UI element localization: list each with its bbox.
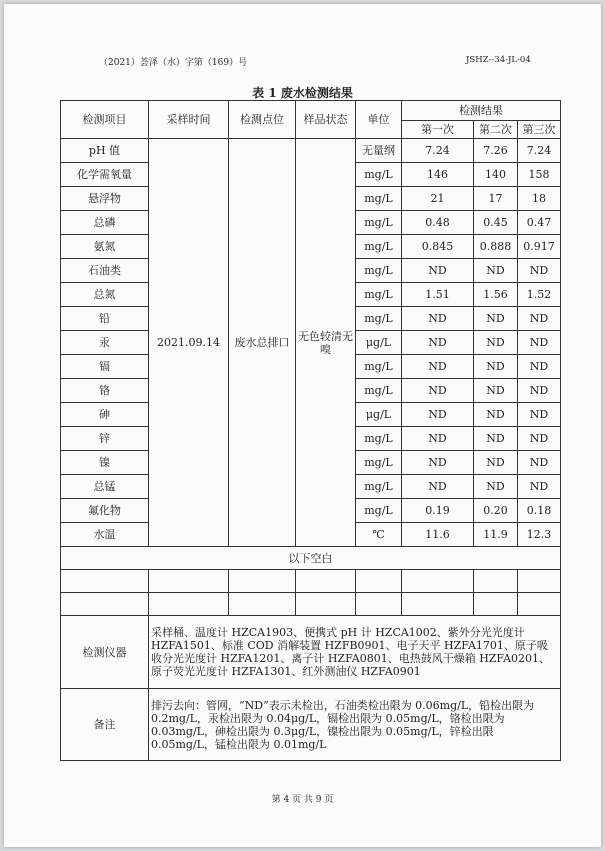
form-number: JSHZ--34-JL-04 [466, 55, 531, 65]
table-row [61, 139, 561, 163]
cell-sampling-location: 废水总排口 [229, 139, 296, 547]
empty-cell [61, 570, 149, 593]
cell-result-1: ND [402, 259, 474, 283]
cell-result-2: 7.26 [474, 139, 518, 163]
header-unit: 单位 [356, 101, 402, 139]
blank-note: 以下空白 [61, 547, 561, 570]
cell-item: 石油类 [61, 259, 149, 283]
cell-result-2: ND [474, 475, 518, 499]
cell-item: pH 值 [61, 139, 149, 163]
cell-result-1: 1.51 [402, 283, 474, 307]
cell-item: 化学需氧量 [61, 163, 149, 187]
cell-unit: mg/L [356, 355, 402, 379]
cell-result-1: 0.19 [402, 499, 474, 523]
cell-unit: mg/L [356, 235, 402, 259]
cell-result-1: ND [402, 331, 474, 355]
cell-item: 总磷 [61, 211, 149, 235]
cell-result-3: ND [518, 427, 561, 451]
cell-result-3: ND [518, 403, 561, 427]
cell-result-1: 7.24 [402, 139, 474, 163]
cell-item: 氨氮 [61, 235, 149, 259]
cell-result-2: ND [474, 355, 518, 379]
cell-sample-state: 无色较清无嗅 [296, 139, 356, 547]
cell-item: 总氮 [61, 283, 149, 307]
cell-result-2: 0.45 [474, 211, 518, 235]
cell-result-2: ND [474, 403, 518, 427]
cell-unit: mg/L [356, 475, 402, 499]
instruments-text: 采样桶、温度计 HZCA1903、便携式 pH 计 HZCA1002、紫外分光光度计 HZFA1501、标准 COD 消解装置 HZFB0901、电子天平 HZFA1701、原子吸收分光光度计 HZFA1201、离子计 HZFA0801、电热鼓风干燥箱 HZFA0201、原子荧光光度计 HZFA1301、红外测油仪 HZFA0901 [149, 616, 561, 689]
cell-item: 水温 [61, 523, 149, 547]
empty-cell [474, 593, 518, 616]
cell-unit: mg/L [356, 451, 402, 475]
empty-cell [149, 570, 229, 593]
cell-result-1: 0.845 [402, 235, 474, 259]
cell-item: 铬 [61, 379, 149, 403]
cell-unit: ℃ [356, 523, 402, 547]
cell-item: 镍 [61, 451, 149, 475]
cell-unit: 无量纲 [356, 139, 402, 163]
results-table [60, 100, 561, 761]
cell-result-1: ND [402, 355, 474, 379]
empty-cell [229, 593, 296, 616]
cell-item: 锌 [61, 427, 149, 451]
instruments-label: 检测仪器 [61, 616, 149, 689]
cell-item: 悬浮物 [61, 187, 149, 211]
cell-unit: mg/L [356, 163, 402, 187]
cell-result-2: ND [474, 451, 518, 475]
cell-result-2: ND [474, 331, 518, 355]
cell-unit: μg/L [356, 403, 402, 427]
cell-result-2: ND [474, 307, 518, 331]
cell-result-2: 1.56 [474, 283, 518, 307]
cell-result-1: 21 [402, 187, 474, 211]
cell-unit: mg/L [356, 307, 402, 331]
cell-unit: mg/L [356, 379, 402, 403]
empty-cell [296, 593, 356, 616]
document-page [4, 4, 601, 847]
cell-result-3: 0.18 [518, 499, 561, 523]
empty-row [61, 593, 561, 616]
empty-row [61, 570, 561, 593]
cell-result-3: 1.52 [518, 283, 561, 307]
header-third: 第三次 [518, 121, 561, 139]
cell-unit: mg/L [356, 187, 402, 211]
cell-result-3: 18 [518, 187, 561, 211]
cell-result-1: 11.6 [402, 523, 474, 547]
cell-result-2: 0.888 [474, 235, 518, 259]
header-state: 样品状态 [296, 101, 356, 139]
cell-unit: mg/L [356, 427, 402, 451]
cell-result-2: ND [474, 259, 518, 283]
cell-result-1: 146 [402, 163, 474, 187]
cell-result-3: 158 [518, 163, 561, 187]
cell-item: 总锰 [61, 475, 149, 499]
page-footer: 第 4 页 共 9 页 [271, 795, 334, 805]
empty-cell [296, 570, 356, 593]
cell-result-3: ND [518, 307, 561, 331]
cell-result-3: ND [518, 475, 561, 499]
header-results: 检测结果 [402, 101, 561, 121]
cell-result-2: 0.20 [474, 499, 518, 523]
empty-cell [518, 593, 561, 616]
cell-result-2: 17 [474, 187, 518, 211]
header-time: 采样时间 [149, 101, 229, 139]
remarks-text: 排污去向：管网，“ND”表示未检出，石油类检出限为 0.06mg/L，铅检出限为 0.2mg/L，汞检出限为 0.04μg/L，镉检出限为 0.05mg/L，铬检出限为 0.03mg/L，砷检出限为 0.3μg/L，镍检出限为 0.05mg/L，锌检出限 0.05mg/L，锰检出限为 0.01mg/L [149, 689, 561, 761]
empty-cell [61, 593, 149, 616]
cell-unit: mg/L [356, 259, 402, 283]
cell-unit: mg/L [356, 211, 402, 235]
cell-result-1: ND [402, 475, 474, 499]
cell-result-3: ND [518, 259, 561, 283]
cell-result-3: 0.47 [518, 211, 561, 235]
cell-result-2: 11.9 [474, 523, 518, 547]
cell-result-1: ND [402, 427, 474, 451]
cell-sampling-time: 2021.09.14 [149, 139, 229, 547]
cell-result-1: ND [402, 403, 474, 427]
cell-result-1: ND [402, 451, 474, 475]
cell-unit: mg/L [356, 499, 402, 523]
header-first: 第一次 [402, 121, 474, 139]
header-item: 检测项目 [61, 101, 149, 139]
empty-cell [356, 570, 402, 593]
empty-cell [474, 570, 518, 593]
empty-cell [356, 593, 402, 616]
cell-item: 氟化物 [61, 499, 149, 523]
report-number: （2021）荟泽（水）字第（169）号 [99, 58, 248, 68]
cell-result-3: 0.917 [518, 235, 561, 259]
empty-cell [402, 570, 474, 593]
cell-result-2: 140 [474, 163, 518, 187]
header-second: 第二次 [474, 121, 518, 139]
empty-cell [402, 593, 474, 616]
cell-result-2: ND [474, 427, 518, 451]
table-title: 表 1 废水检测结果 [252, 86, 353, 100]
cell-result-3: 7.24 [518, 139, 561, 163]
cell-result-2: ND [474, 379, 518, 403]
empty-cell [149, 593, 229, 616]
cell-item: 镉 [61, 355, 149, 379]
cell-item: 砷 [61, 403, 149, 427]
cell-result-3: 12.3 [518, 523, 561, 547]
cell-result-3: ND [518, 379, 561, 403]
empty-cell [518, 570, 561, 593]
header-location: 检测点位 [229, 101, 296, 139]
cell-result-1: ND [402, 307, 474, 331]
cell-result-3: ND [518, 451, 561, 475]
cell-unit: μg/L [356, 331, 402, 355]
cell-result-1: 0.48 [402, 211, 474, 235]
empty-cell [229, 570, 296, 593]
cell-item: 铅 [61, 307, 149, 331]
cell-result-3: ND [518, 331, 561, 355]
cell-item: 汞 [61, 331, 149, 355]
remarks-label: 备注 [61, 689, 149, 761]
cell-result-1: ND [402, 379, 474, 403]
cell-result-3: ND [518, 355, 561, 379]
cell-unit: mg/L [356, 283, 402, 307]
